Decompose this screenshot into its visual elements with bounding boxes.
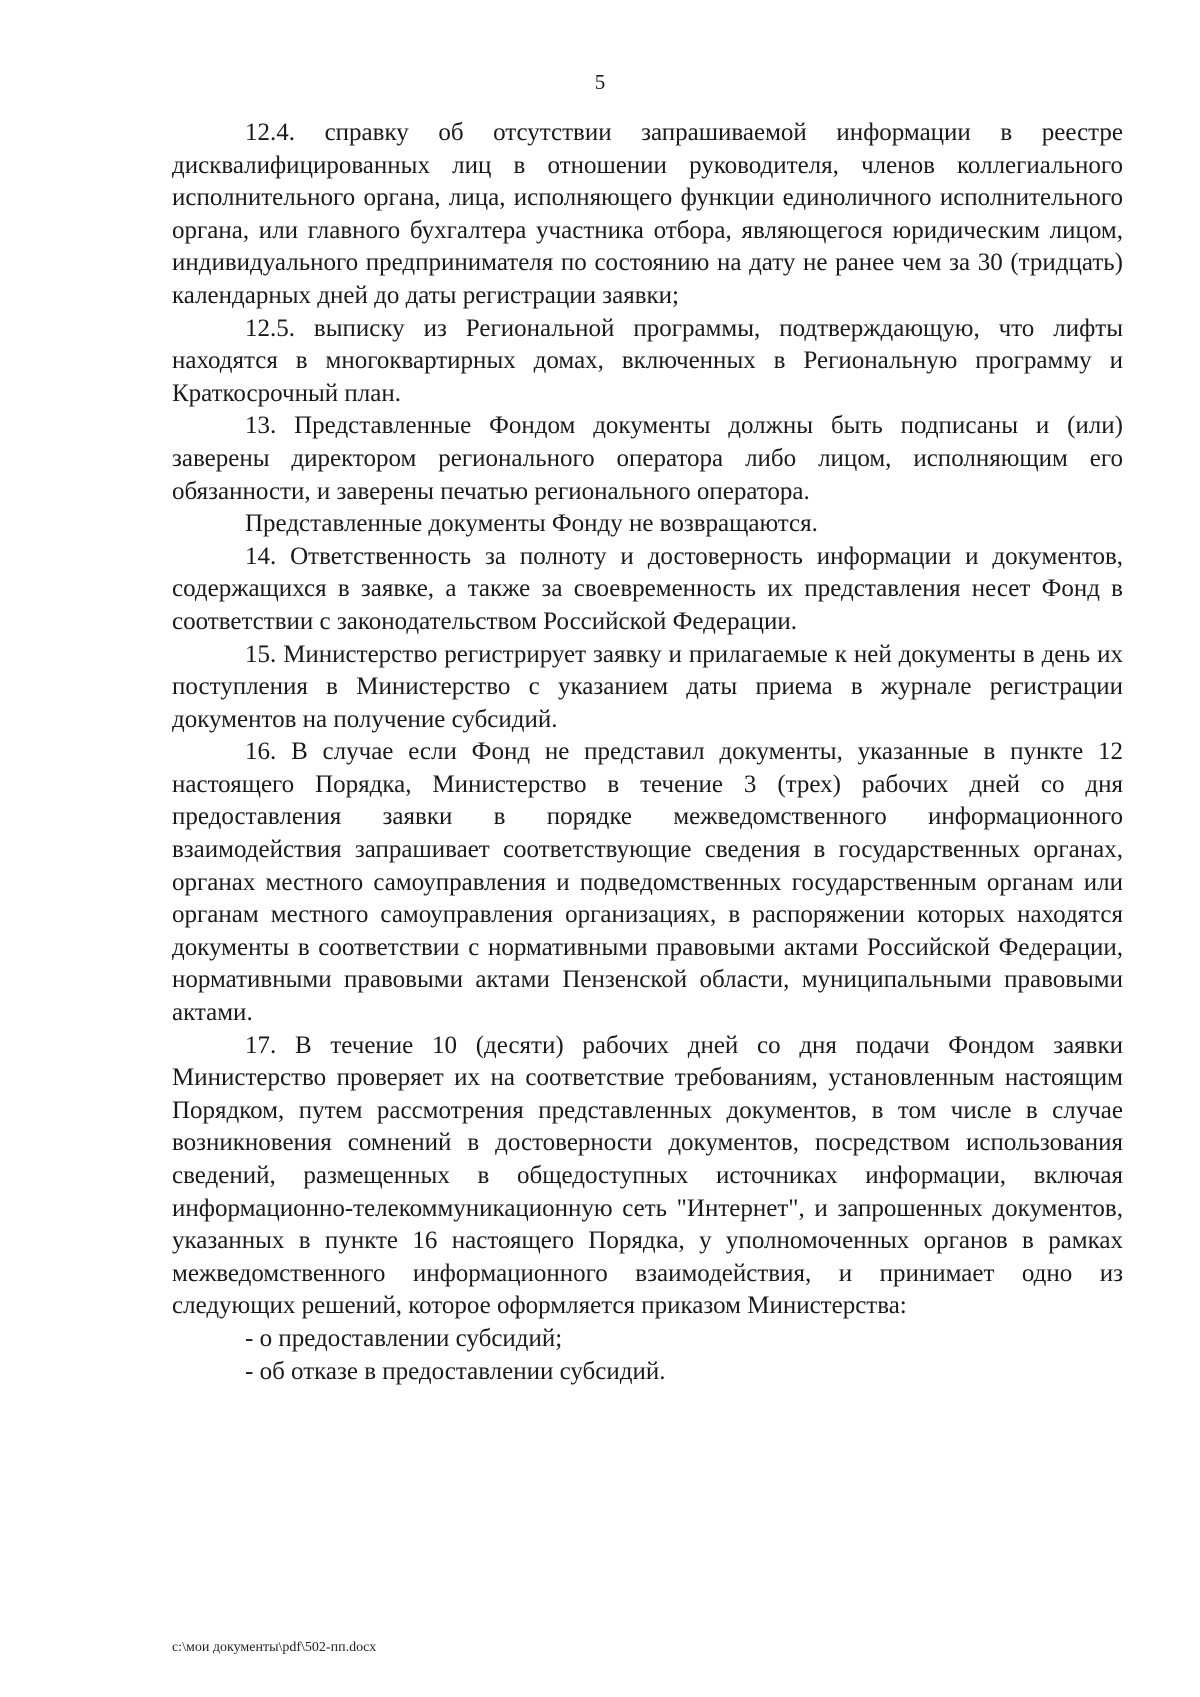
paragraph-12-5: 12.5. выписку из Региональной программы, подтверждающую, что лифты находятся в многоквартирных домах, включенных в Региональную программу и Краткосрочный план.	[172, 314, 1123, 407]
list-item-refusal: - об отказе в предоставлении субсидий.	[245, 1357, 666, 1385]
document-body	[172, 117, 1123, 1388]
paragraph-14: 14. Ответственность за полноту и достоверность информации и документов, содержащихся в заявке, а также за своевременность их представления несет Фонд в соответствии с законодательством Российской Федерации.	[172, 542, 1123, 635]
paragraph-15: 15. Министерство регистрирует заявку и прилагаемые к ней документы в день их поступления в Министерство с указанием даты приема в журнале регистрации документов на получение субсидий.	[172, 640, 1123, 733]
paragraph-16: 16. В случае если Фонд не представил документы, указанные в пункте 12 настоящего Порядка, Министерство в течение 3 (трех) рабочих дней со дня предоставления заявки в порядке межведомственного информационного взаимодействия запрашивает соответствующие сведения в государственных органах, органах местного самоуправления и подведомственных государственным органам или органам местного самоуправления организациях, в распоряжении которых находятся документы в соответствии с нормативными правовыми актами Российской Федерации, нормативными правовыми актами Пензенской области, муниципальными правовыми актами.	[172, 738, 1123, 1027]
list-item-grant: - о предоставлении субсидий;	[245, 1324, 563, 1352]
paragraph-12-4: 12.4. справку об отсутствии запрашиваемой информации в реестре дисквалифицированных лиц в отношении руководителя, членов коллегиального исполнительного органа, лица, исполняющего функции единоличного исполнительного органа, или главного бухгалтера участника отбора, являющегося юридическим лицом, индивидуального предпринимателя по состоянию на дату не ранее чем за 30 (тридцать) календарных дней до даты регистрации заявки;	[172, 119, 1123, 309]
paragraph-13-note: Представленные документы Фонду не возвращаются.	[245, 510, 818, 538]
paragraph-13: 13. Представленные Фондом документы должны быть подписаны и (или) заверены директором регионального оператора либо лицом, исполняющим его обязанности, и заверены печатью регионального оператора.	[172, 412, 1123, 505]
footer-file-path: c:\мои документы\pdf\502-пп.docx	[172, 1640, 377, 1655]
paragraph-17: 17. В течение 10 (десяти) рабочих дней со дня подачи Фондом заявки Министерство проверяет их на соответствие требованиям, установленным настоящим Порядком, путем рассмотрения представленных документов, в том числе в случае возникновения сомнений в достоверности документов, посредством использования сведений, размещенных в общедоступных источниках информации, включая информационно-телекоммуникационную сеть "Интернет", и запрошенных документов, указанных в пункте 16 настоящего Порядка, у уполномоченных органов в рамках межведомственного информационного взаимодействия, и принимает одно из следующих решений, которое оформляется приказом Министерства:	[172, 1031, 1123, 1320]
page-number: 5	[594, 70, 606, 94]
